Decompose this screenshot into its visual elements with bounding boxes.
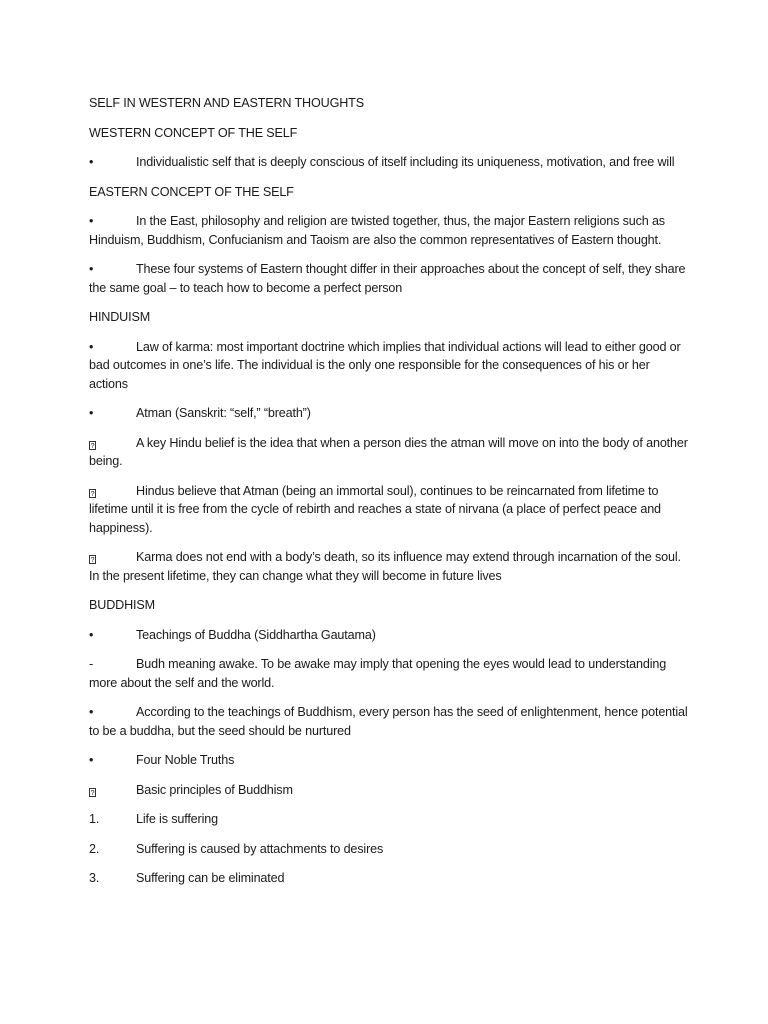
section-heading-hinduism: HINDUISM bbox=[89, 310, 151, 324]
number-marker: 1. bbox=[89, 812, 100, 826]
dash-marker: - bbox=[89, 657, 94, 671]
list-item-text: Law of karma: most important doctrine which implies that individual actions will lead to either good or bad outcomes in one’s life. The individual is the only one responsible for the consequences of his or her actions bbox=[89, 339, 681, 391]
missing-glyph-marker bbox=[89, 548, 136, 567]
numbered-item bbox=[89, 869, 689, 888]
list-item bbox=[89, 626, 689, 645]
list-item-text: Suffering can be eliminated bbox=[136, 871, 285, 885]
list-item bbox=[89, 153, 689, 172]
list-item bbox=[89, 404, 689, 423]
bullet-marker: • bbox=[89, 262, 94, 276]
bullet-marker: • bbox=[89, 339, 94, 354]
missing-glyph-icon: ? bbox=[90, 789, 95, 797]
missing-glyph-marker bbox=[89, 781, 136, 800]
missing-glyph-icon: ? bbox=[90, 490, 95, 498]
list-item-text: According to the teachings of Buddhism, every person has the seed of enlightenment, hence potential to be a buddha, but the seed should be nurtured bbox=[89, 705, 688, 738]
list-item-text: Budh meaning awake. To be awake may imply that opening the eyes would lead to understanding more about the self and the world. bbox=[89, 657, 667, 690]
numbered-item bbox=[89, 810, 689, 829]
list-item-text: Teachings of Buddha (Siddhartha Gautama) bbox=[136, 627, 376, 642]
list-item-text: Life is suffering bbox=[136, 812, 218, 826]
missing-glyph-icon: ? bbox=[90, 557, 95, 564]
list-item bbox=[89, 548, 689, 585]
list-item bbox=[89, 260, 689, 297]
bullet-marker: • bbox=[89, 753, 94, 767]
list-item-text: Basic principles of Buddhism bbox=[136, 782, 293, 797]
list-item bbox=[89, 212, 689, 249]
numbered-item bbox=[89, 840, 689, 859]
bullet-marker: • bbox=[89, 705, 94, 719]
list-item-text: A key Hindu belief is the idea that when a person dies the atman will move on into the body of another being. bbox=[89, 435, 688, 468]
document-title: SELF IN WESTERN AND EASTERN THOUGHTS bbox=[89, 96, 364, 110]
number-marker: 3. bbox=[89, 871, 100, 885]
list-item-text: Four Noble Truths bbox=[136, 753, 235, 767]
list-item-text: These four systems of Eastern thought differ in their approaches about the concept of self, they share the same goal – to teach how to become a perfect person bbox=[89, 262, 686, 295]
document-body bbox=[89, 94, 689, 899]
list-item bbox=[89, 434, 689, 471]
bullet-marker: • bbox=[89, 627, 94, 642]
list-item-text: In the East, philosophy and religion are twisted together, thus, the major Eastern religions such as Hinduism, Buddhism, Confucianism and Taoism are also the common representatives of Eastern thought. bbox=[89, 214, 665, 247]
list-item-text: Individualistic self that is deeply conscious of itself including its uniqueness, motivation, and free will bbox=[136, 155, 675, 169]
list-item bbox=[89, 338, 689, 394]
list-item bbox=[89, 655, 689, 692]
list-item-text: Hindus believe that Atman (being an immortal soul), continues to be reincarnated from lifetime to lifetime until it is free from the cycle of rebirth and reaches a state of nirvana (a place of perfect peace and happiness). bbox=[89, 483, 661, 535]
missing-glyph-marker bbox=[89, 434, 136, 453]
section-heading-buddhism: BUDDHISM bbox=[89, 598, 155, 612]
number-marker: 2. bbox=[89, 841, 100, 856]
missing-glyph-marker bbox=[89, 482, 136, 501]
bullet-marker: • bbox=[89, 406, 94, 420]
list-item-text: Suffering is caused by attachments to desires bbox=[136, 841, 384, 856]
list-item bbox=[89, 781, 689, 800]
list-item-text: Karma does not end with a body’s death, so its influence may extend through incarnation of the soul. In the present lifetime, they can change what they will become in future lives bbox=[89, 550, 681, 583]
bullet-marker: • bbox=[89, 155, 94, 169]
list-item-text: Atman (Sanskrit: “self,” “breath”) bbox=[136, 406, 311, 420]
bullet-marker: • bbox=[89, 214, 94, 228]
section-heading-western: WESTERN CONCEPT OF THE SELF bbox=[89, 125, 298, 140]
list-item bbox=[89, 751, 689, 770]
missing-glyph-icon: ? bbox=[90, 442, 95, 450]
section-heading-eastern: EASTERN CONCEPT OF THE SELF bbox=[89, 184, 294, 199]
list-item bbox=[89, 703, 689, 740]
list-item bbox=[89, 482, 689, 538]
